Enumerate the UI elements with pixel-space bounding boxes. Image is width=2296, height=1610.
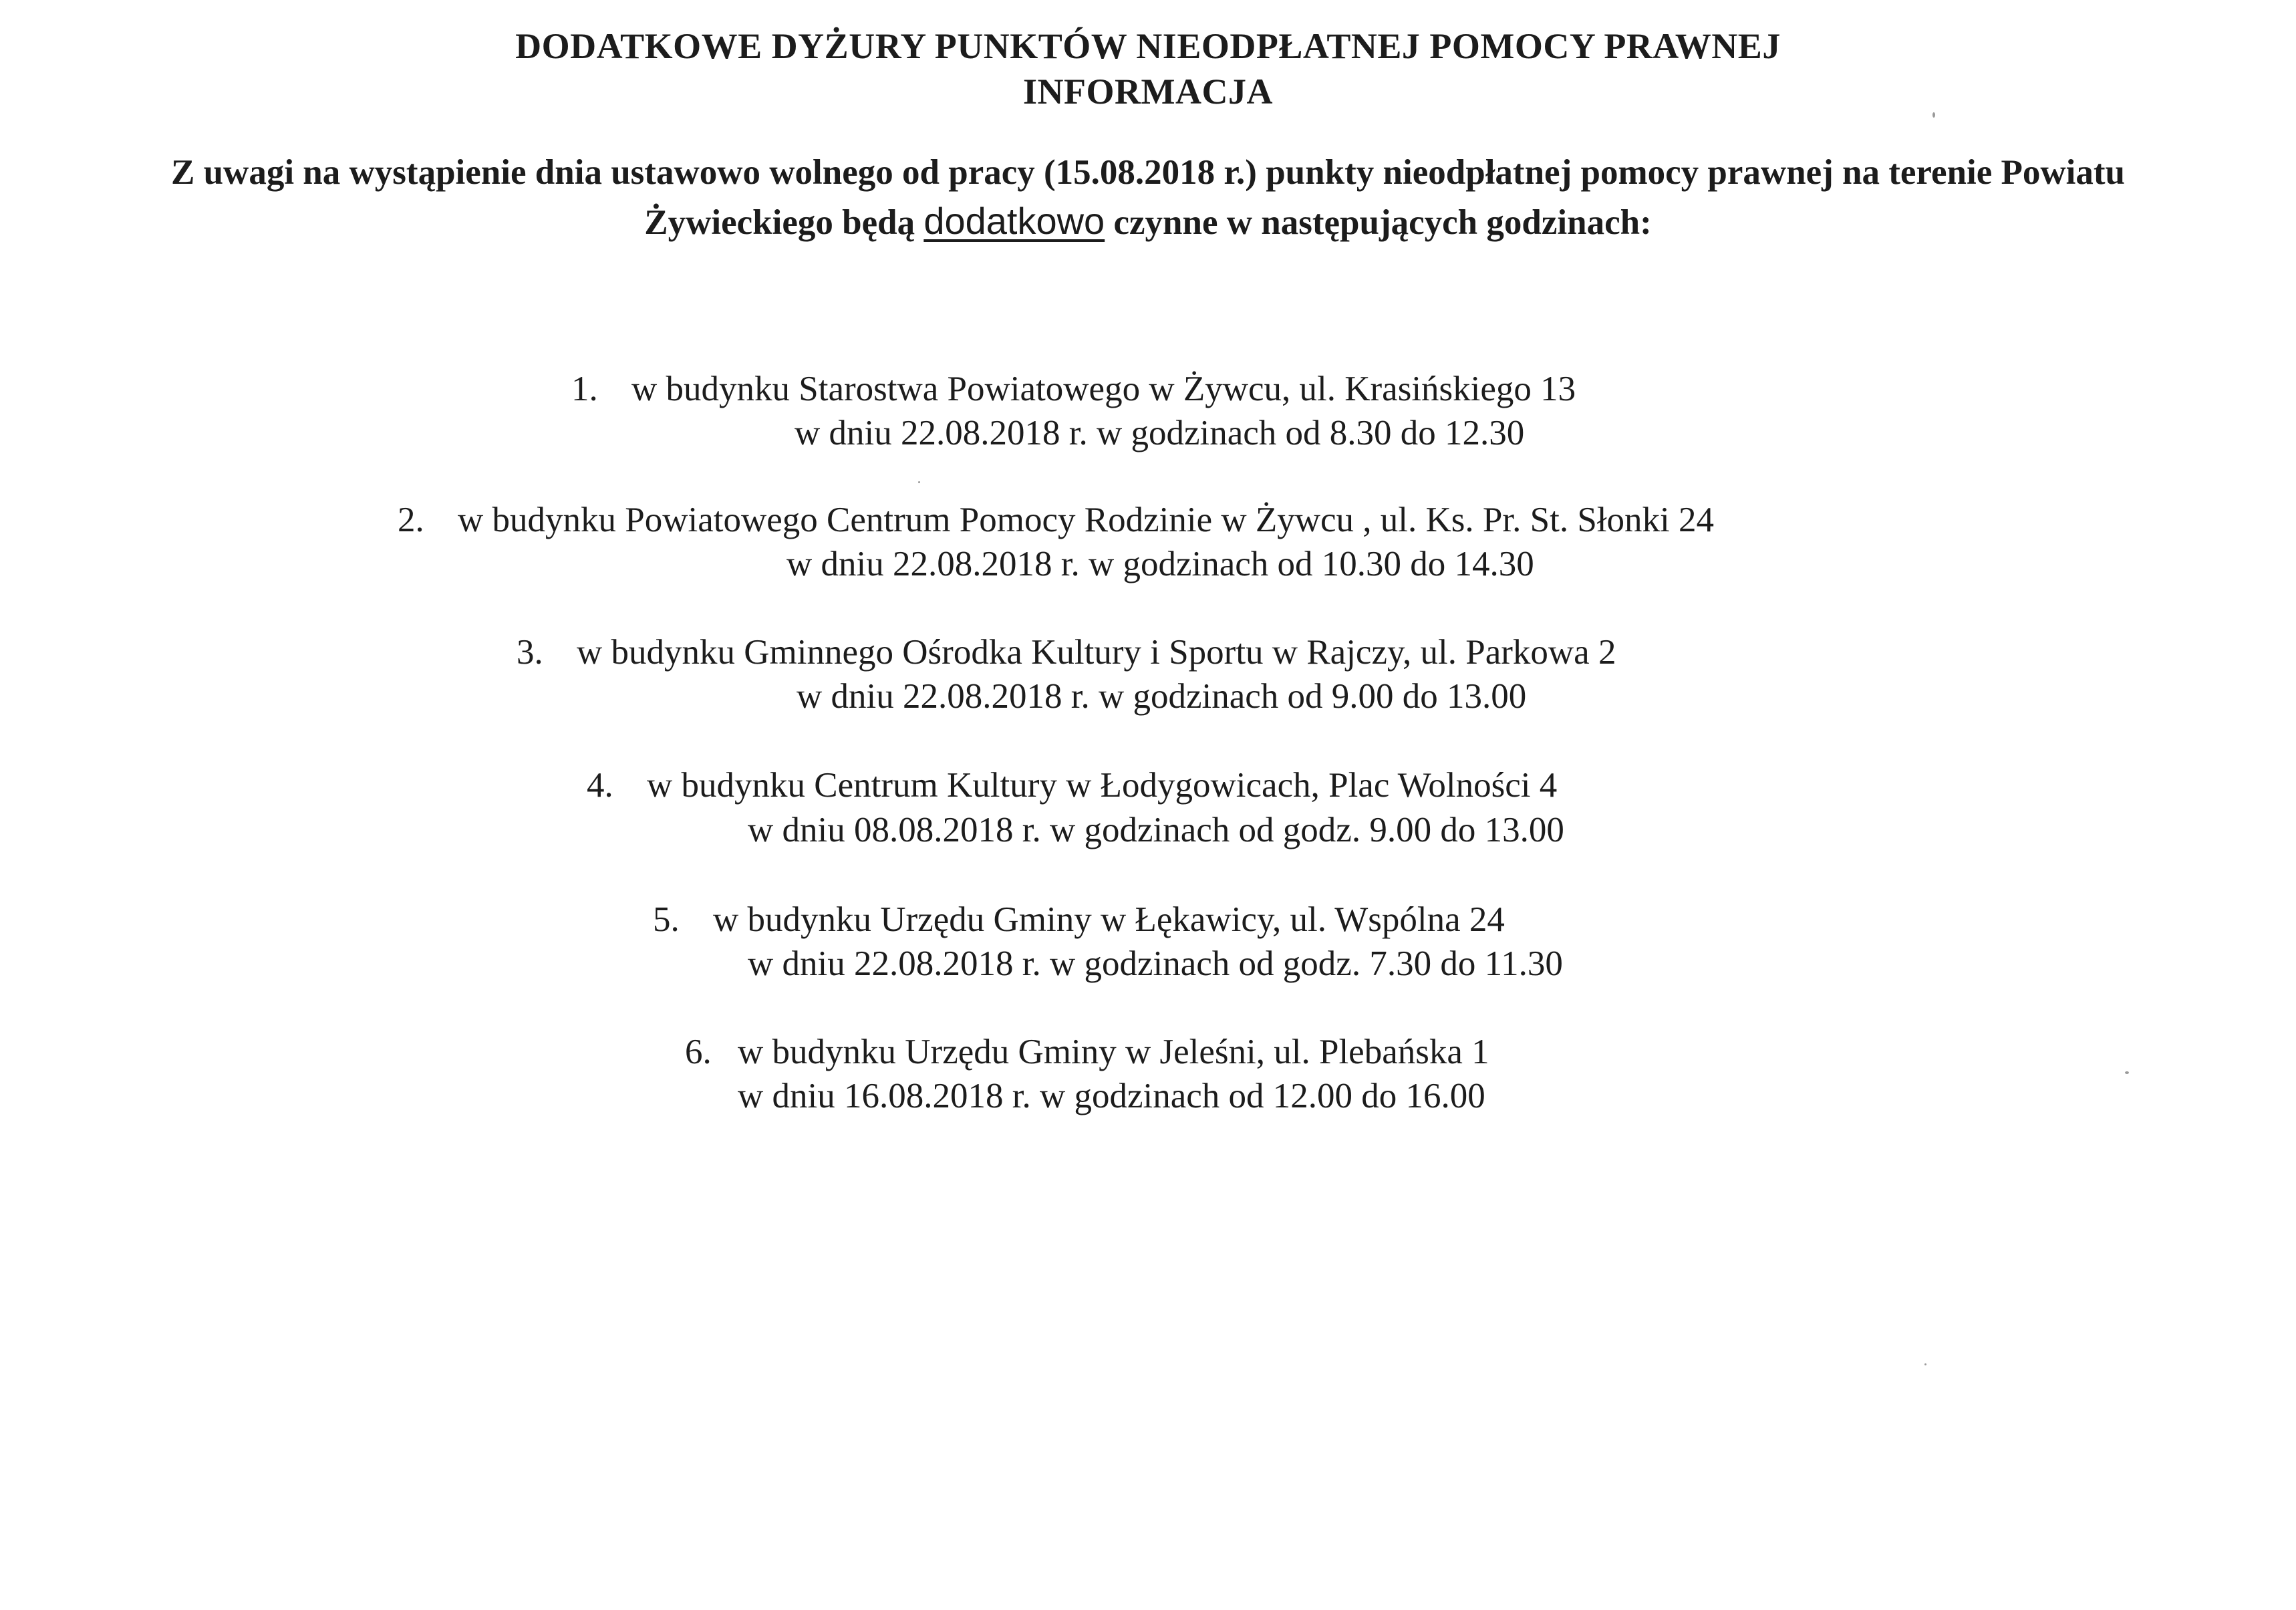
intro-line-1: Z uwagi na wystąpienie dnia ustawowo wolnego od pracy (15.08.2018 r.) punkty nieodpłatnej pomocy prawnej na terenie Powiatu	[170, 153, 2126, 192]
list-item-1-place: w budynku Starostwa Powiatowego w Żywcu, ul. Krasińskiego 13	[631, 370, 1576, 408]
intro-emphasis-word: dodatkowo	[923, 200, 1105, 242]
list-item-6-place-line	[685, 1032, 1489, 1072]
scan-speck	[918, 481, 920, 483]
list-item-6-number: 6.	[685, 1033, 712, 1071]
list-item-5-number: 5.	[653, 900, 680, 939]
list-item-2-schedule: w dniu 22.08.2018 r. w godzinach od 10.30 do 14.30	[786, 545, 1534, 583]
list-item-1-place-line	[571, 369, 1576, 409]
document-subtitle: INFORMACJA	[1023, 72, 1273, 112]
list-item-6-schedule: w dniu 16.08.2018 r. w godzinach od 12.00 do 16.00	[738, 1077, 1485, 1115]
list-item-3-number: 3.	[517, 633, 543, 672]
list-item-3-place-line	[517, 632, 1616, 672]
list-item-5-place-line	[653, 900, 1505, 940]
list-item-6-place: w budynku Urzędu Gminy w Jeleśni, ul. Plebańska 1	[738, 1033, 1489, 1071]
scan-speck	[1932, 112, 1935, 118]
list-item-3-schedule: w dniu 22.08.2018 r. w godzinach od 9.00 do 13.00	[797, 677, 1527, 716]
list-item-2-place: w budynku Powiatowego Centrum Pomocy Rodzinie w Żywcu , ul. Ks. Pr. St. Słonki 24	[458, 501, 1714, 539]
list-item-4-schedule: w dniu 08.08.2018 r. w godzinach od godz. 9.00 do 13.00	[748, 811, 1564, 849]
list-item-5-schedule: w dniu 22.08.2018 r. w godzinach od godz. 7.30 do 11.30	[748, 944, 1563, 983]
scan-speck	[1924, 1363, 1926, 1365]
list-item-1-number: 1.	[571, 370, 598, 408]
list-item-4-number: 4.	[587, 766, 613, 805]
intro-line-2-after: czynne w następujących godzinach:	[1105, 203, 1652, 242]
list-item-4-place: w budynku Centrum Kultury w Łodygowicach, Plac Wolności 4	[647, 766, 1558, 805]
scan-speck	[2125, 1071, 2129, 1074]
list-item-3-place: w budynku Gminnego Ośrodka Kultury i Sportu w Rajczy, ul. Parkowa 2	[577, 633, 1616, 672]
list-item-1-schedule: w dniu 22.08.2018 r. w godzinach od 8.30 do 12.30	[795, 414, 1525, 452]
list-item-2-number: 2.	[398, 501, 424, 539]
intro-line-2	[0, 199, 2296, 243]
intro-line-2-before: Żywieckiego będą	[644, 203, 924, 242]
list-item-5-place: w budynku Urzędu Gminy w Łękawicy, ul. Wspólna 24	[713, 900, 1505, 939]
list-item-4-place-line	[587, 765, 1557, 805]
list-item-2-place-line	[398, 500, 1714, 540]
document-title: DODATKOWE DYŻURY PUNKTÓW NIEODPŁATNEJ POMOCY PRAWNEJ	[515, 26, 1781, 66]
